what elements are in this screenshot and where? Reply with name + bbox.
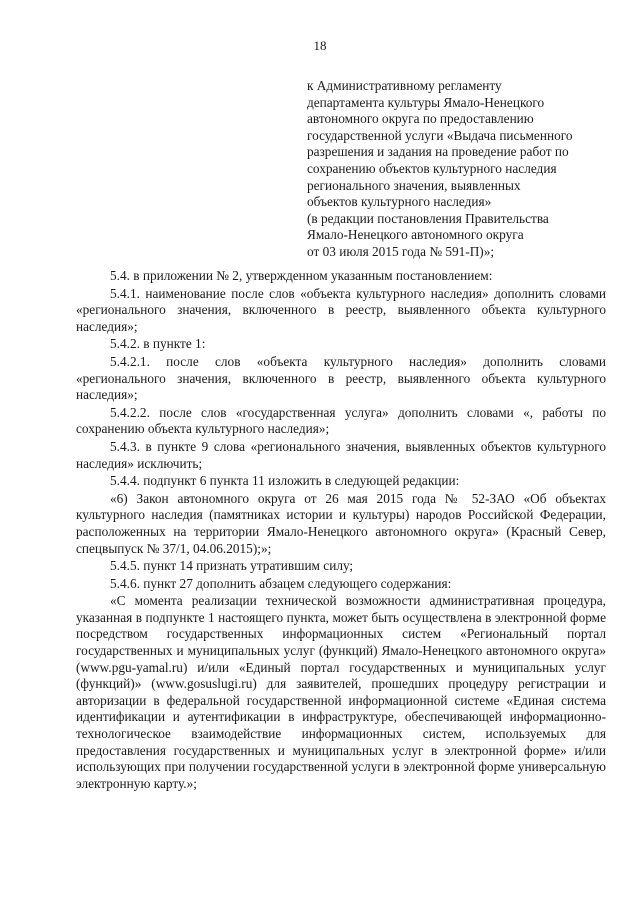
paragraph-quote-electronic: «С момента реализации технической возможности административная процедура, указанная в подпункте 1 настоящего пункта, может быть осуществлена в электронной форме посредством государственных информационных систем «Региональный портал государственных и муниципальных услуг (функций) Ямало-Ненецкого автономного округа» (www.pgu-yamal.ru) и/или «Единый портал государственных и муниципальных услуг (функций)» (www.gosuslugi.ru) для заявителей, прошедших процедуру регистрации и авторизации в федеральной государственной информационной системе «Единая система идентификации и аутентификации в инфраструктуре, обеспечивающей информационно-технологическое взаимодействие информационных систем, используемых для предоставления государственных и муниципальных услуг в электронной форме» и/или использующих при получении государственной услуги в электронной форме универсальную электронную карту.»; [76, 593, 606, 791]
paragraph-5-4-4: 5.4.4. подпункт 6 пункта 11 изложить в следующей редакции: [110, 473, 460, 489]
annex-line: объектов культурного наследия» [307, 194, 492, 210]
annex-line: регионального значения, выявленных [307, 177, 521, 193]
paragraph-quote-law: «6) Закон автономного округа от 26 мая 2015 года № 52-ЗАО «Об объектах культурного наследия (памятниках истории и культуры) народов Российской Федерации, расположенных на территории Ямало-Ненецкого автономного округа» (Красный Север, спецвыпуск № 37/1, 04.06.2015);»; [76, 490, 606, 556]
annex-line: (в редакции постановления Правительства [307, 210, 549, 226]
paragraph-5-4-2-1: 5.4.2.1. после слов «объекта культурного наследия» дополнить словами «регионального значения, включенного в реестр, выявленного объекта культурного наследия»; [76, 353, 606, 403]
paragraph-5-4-6: 5.4.6. пункт 27 дополнить абзацем следующего содержания: [110, 575, 452, 591]
annex-line: сохранению объектов культурного наследия [307, 160, 557, 176]
paragraph-5-4-2-2: 5.4.2.2. после слов «государственная услуга» дополнить словами «, работы по сохранению объекта культурного наследия»; [76, 404, 606, 437]
annex-line: государственной услуги «Выдача письменного [307, 127, 573, 143]
page-number: 18 [313, 38, 327, 53]
annex-line: Ямало-Ненецкого автономного округа [307, 227, 524, 243]
annex-line: от 03 июля 2015 года № 591-П)»; [307, 243, 495, 259]
annex-line: разрешения и задания на проведение работ по [307, 144, 569, 160]
paragraph-5-4: 5.4. в приложении № 2, утвержденном указанным постановлением: [110, 268, 493, 283]
annex-reference-block [307, 78, 607, 261]
annex-line: департамента культуры Ямало-Ненецкого [307, 94, 545, 110]
annex-line: автономного округа по предоставлению [307, 111, 534, 127]
annex-line: к Административному регламенту [307, 78, 502, 93]
paragraph-5-4-1: 5.4.1. наименование после слов «объекта культурного наследия» дополнить словами «регионального значения, включенного в реестр, выявленного объекта культурного наследия»; [76, 285, 606, 334]
paragraph-5-4-5: 5.4.5. пункт 14 признать утратившим силу; [110, 558, 354, 574]
document-body [76, 268, 606, 792]
paragraph-5-4-2: 5.4.2. в пункте 1: [110, 336, 206, 352]
paragraph-5-4-3: 5.4.3. в пункте 9 слова «регионального значения, выявленных объектов культурного наследия» исключить; [76, 438, 606, 471]
